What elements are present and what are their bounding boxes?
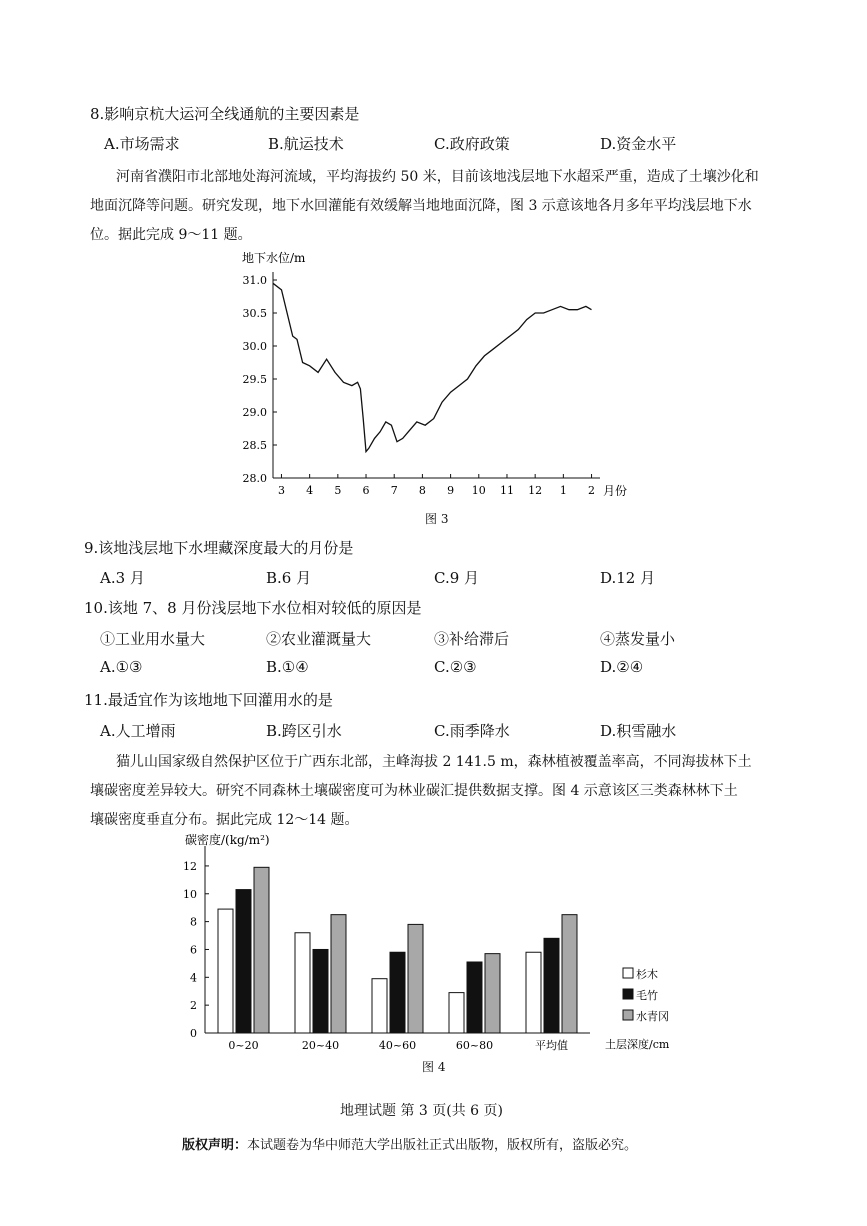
figure-3-x-tick-label: 3	[277, 484, 285, 497]
figure-3-y-tick-label: 30.0	[242, 340, 267, 353]
figure-3-x-tick-label: 4	[306, 484, 314, 497]
figure-4-bar	[331, 915, 346, 1033]
figure-4-bar	[313, 949, 328, 1033]
q10-option-d: D.②④	[600, 658, 644, 676]
figure-4-legend-swatch	[623, 968, 633, 978]
figure-4-legend-swatch	[623, 1010, 633, 1020]
figure-3-x-tick-label: 11	[499, 484, 514, 497]
figure-4-bar	[295, 933, 310, 1033]
q10-reason-3: ③补给滞后	[434, 630, 510, 648]
figure-4-bar	[467, 962, 482, 1033]
figure-3-y-tick-label: 29.0	[242, 406, 267, 419]
figure-3-x-tick-label: 8	[418, 484, 426, 497]
figure-3-x-tick-label: 10	[471, 484, 486, 497]
q10-option-a: A.①③	[100, 658, 143, 676]
figure-4-bar	[526, 952, 541, 1033]
q9-option-c: C.9 月	[434, 569, 480, 587]
q11-option-c: C.雨季降水	[434, 722, 510, 740]
figure-4-legend-label: 杉木	[636, 968, 658, 981]
figure-3-ylabel: 地下水位/m	[242, 251, 306, 265]
figure-4-caption: 图 4	[422, 1060, 446, 1074]
copyright-notice	[182, 1134, 637, 1153]
figure-3-x-tick-label: 5	[334, 484, 342, 497]
figure-4-y-tick-label: 0	[190, 1027, 197, 1040]
passage-1	[90, 163, 759, 250]
figure-4-y-tick-label: 10	[183, 887, 197, 901]
figure-4-x-tick-label: 平均值	[535, 1039, 568, 1052]
figure-4-y-tick-label: 4	[190, 971, 197, 985]
figure-4-bar	[254, 867, 269, 1033]
figure-4-x-tick-label: 60~80	[455, 1039, 494, 1052]
figure-3-x-tick-label: 12	[528, 484, 543, 497]
figure-4-bar	[372, 979, 387, 1033]
q9-option-a: A.3 月	[100, 569, 145, 587]
figure-4-bar	[485, 954, 500, 1033]
figure-3-x-tick-label: 1	[559, 484, 567, 497]
figure-3-xlabel: 月份	[603, 484, 628, 498]
q8-option-c: C.政府政策	[434, 135, 510, 153]
figure-4-y-tick-label: 12	[183, 859, 197, 873]
passage-1-line-1: 河南省濮阳市北部地处海河流域，平均海拔约 50 米，目前该地浅层地下水超采严重，造成了土壤沙化和	[116, 169, 759, 185]
passage-2-line-1: 猫儿山国家级自然保护区位于广西东北部，主峰海拔 2 141.5 m，森林植被覆盖率高，不同海拔林下土	[116, 754, 752, 770]
figure-4-y-tick-label: 8	[190, 915, 197, 929]
copyright-text: 本试题卷为华中师范大学出版社正式出版物，版权所有，盗版必究。	[247, 1138, 638, 1153]
figure-4-x-tick-label: 20~40	[301, 1039, 340, 1052]
figure-3-y-tick-label: 29.5	[242, 373, 267, 386]
figure-4-legend-label: 水青冈	[636, 1010, 669, 1023]
passage-1-line-2: 地面沉降等问题。研究发现，地下水回灌能有效缓解当地地面沉降，图 3 示意该地各月多年平均浅层地下水	[90, 198, 752, 214]
q8-option-d: D.资金水平	[600, 135, 677, 153]
figure-4-x-tick-label: 0~20	[228, 1039, 259, 1052]
copyright-label: 版权声明：	[182, 1138, 248, 1153]
q10-option-b: B.①④	[266, 658, 309, 676]
figure-3-y-tick-label: 28.5	[242, 439, 267, 452]
q8-stem: 8.影响京杭大运河全线通航的主要因素是	[90, 105, 360, 123]
passage-2-line-2: 壤碳密度差异较大。研究不同森林土壤碳密度可为林业碳汇提供数据支撑。图 4 示意该区三类森林林下土	[90, 783, 738, 799]
figure-3-y-tick-label: 30.5	[242, 307, 267, 320]
figure-4-legend-label: 毛竹	[636, 989, 658, 1002]
q9-option-d: D.12 月	[600, 569, 656, 587]
figure-4-bar	[544, 938, 559, 1033]
figure-3-y-tick-label: 31.0	[242, 274, 267, 287]
figure-4-x-tick-label: 40~60	[378, 1039, 417, 1052]
figure-4-legend-swatch	[623, 989, 633, 999]
q11-option-d: D.积雪融水	[600, 722, 677, 740]
figure-4-bar	[449, 993, 464, 1033]
figure-3-chart	[230, 240, 650, 530]
q9-option-b: B.6 月	[266, 569, 312, 587]
q8-option-a: A.市场需求	[104, 135, 180, 153]
figure-4-bar	[562, 915, 577, 1033]
figure-3-y-tick-label: 28.0	[242, 472, 267, 485]
passage-1-line-3: 位。据此完成 9～11 题。	[90, 227, 252, 243]
q11-stem: 11.最适宜作为该地地下回灌用水的是	[84, 691, 333, 709]
figure-4-bar	[390, 952, 405, 1033]
q10-reason-4: ④蒸发量小	[600, 630, 676, 648]
figure-4-ylabel: 碳密度/(kg/m²)	[185, 833, 270, 847]
q10-option-c: C.②③	[434, 658, 477, 676]
q10-stem: 10.该地 7、8 月份浅层地下水位相对较低的原因是	[84, 599, 422, 617]
figure-4-y-tick-label: 2	[190, 999, 197, 1013]
figure-3-x-tick-label: 6	[362, 484, 370, 497]
figure-4-chart	[165, 830, 705, 1060]
figure-4-bar	[218, 909, 233, 1033]
figure-4-bar	[236, 890, 251, 1033]
figure-3-x-tick-label: 2	[588, 484, 596, 497]
figure-3-series-line	[273, 283, 592, 451]
figure-4-xlabel: 土层深度/cm	[605, 1038, 670, 1051]
passage-2	[90, 748, 752, 835]
q8-option-b: B.航运技术	[268, 135, 344, 153]
figure-3-x-tick-label: 9	[447, 484, 455, 497]
q11-option-a: A.人工增雨	[100, 722, 176, 740]
q10-reason-2: ②农业灌溉量大	[266, 630, 372, 648]
q9-stem: 9.该地浅层地下水埋藏深度最大的月份是	[84, 539, 354, 557]
figure-3-x-tick-label: 7	[390, 484, 398, 497]
passage-2-line-3: 壤碳密度垂直分布。据此完成 12～14 题。	[90, 812, 359, 828]
figure-4-bar	[408, 924, 423, 1033]
figure-4-y-tick-label: 6	[190, 943, 197, 957]
page-footer: 地理试题 第 3 页(共 6 页)	[340, 1103, 503, 1119]
q11-option-b: B.跨区引水	[266, 722, 342, 740]
figure-3-caption: 图 3	[425, 512, 449, 526]
q10-reason-1: ①工业用水量大	[100, 630, 206, 648]
